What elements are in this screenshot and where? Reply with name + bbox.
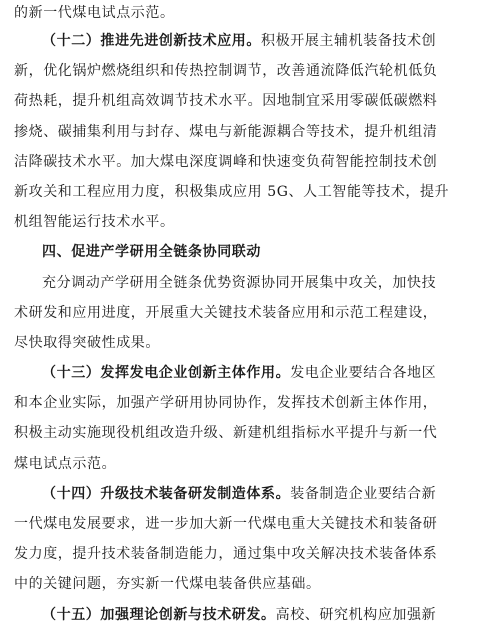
paragraph-line: 煤电试点示范。: [14, 455, 117, 472]
paragraph-line: 中的关键问题，夯实新一代煤电装备供应基础。: [14, 576, 321, 593]
section-number: （十四）: [42, 485, 101, 502]
section-twelve-line: [14, 26, 466, 56]
section-thirteen-line: [14, 358, 466, 388]
paragraph-line: 积极主动实施现役机组改造升级、新建机组指标水平提升与新一代: [14, 425, 438, 442]
section-number: （十二）: [42, 33, 101, 49]
section-title: 推进先进创新技术应用。: [100, 33, 262, 49]
paragraph-line: 和本企业实际，加强产学研用协同协作，发挥技术创新主体作用，: [14, 395, 438, 412]
section-title: 发挥发电企业创新主体作用。: [100, 365, 291, 382]
paragraph-line: 新，优化锅炉燃烧组织和传热控制调节，改善通流降低汽轮机低负: [14, 63, 438, 80]
section-text: 装备制造企业要结合新: [290, 485, 437, 502]
section-fifteen-line: [14, 600, 466, 630]
paragraph-line: 洁降碳技术水平。加大煤电深度调峰和快速变负荷智能控制技术创: [14, 153, 438, 170]
paragraph-line: 尽快取得突破性成果。: [14, 334, 160, 351]
paragraph-line: 荷热耗，提升机组高效调节技术水平。因地制宜采用零碳低碳燃料: [14, 93, 438, 110]
section-number: （十三）: [42, 365, 101, 382]
document-body: [14, 0, 466, 630]
paragraph-line: 充分调动产学研用全链条优势资源协同开展集中攻关，加快技: [42, 274, 437, 291]
paragraph-line: 的新一代煤电试点示范。: [14, 5, 175, 21]
section-fourteen-line: [14, 479, 466, 509]
section-text: 高校、研究机构应加强新: [275, 606, 437, 623]
paragraph-line: 术研发和应用进度，开展重大关键技术装备应用和示范工程建设，: [14, 304, 438, 321]
section-title: 升级技术装备研发制造体系。: [100, 485, 291, 502]
paragraph-line: 机组智能运行技术水平。: [14, 214, 175, 231]
paragraph-line: 掺烧、碳捕集利用与封存、煤电与新能源耦合等技术，提升机组清: [14, 123, 438, 140]
chapter-heading: 四、促进产学研用全链条协同联动: [42, 244, 261, 261]
section-text: 发电企业要结合各地区: [290, 365, 437, 382]
paragraph-line: 新攻关和工程应用力度，积极集成应用 5G、人工智能等技术，提升: [14, 183, 450, 200]
paragraph-line: 发力度，提升技术装备制造能力，通过集中攻关解决技术装备体系: [14, 546, 438, 563]
section-text: 积极开展主辅机装备技术创: [261, 33, 437, 49]
section-number: （十五）: [42, 606, 101, 623]
paragraph-line: 一代煤电发展要求，进一步加大新一代煤电重大关键技术和装备研: [14, 516, 438, 532]
section-title: 加强理论创新与技术研发。: [100, 606, 276, 623]
